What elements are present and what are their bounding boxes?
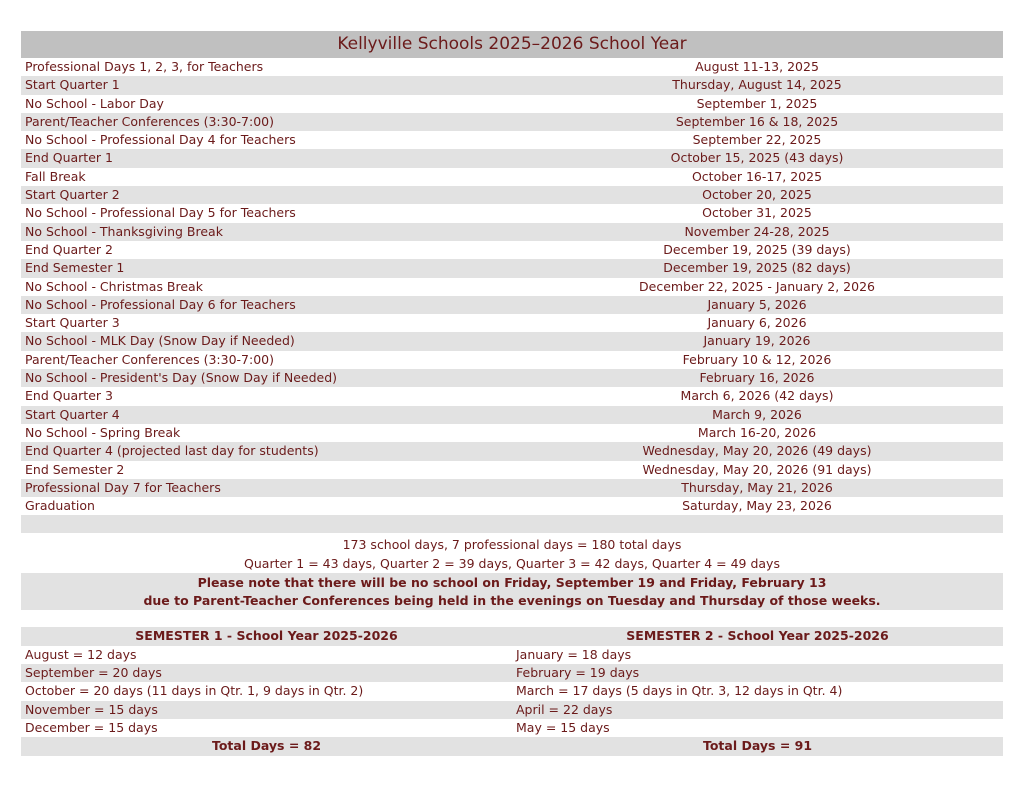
- event-date: January 19, 2026: [703, 333, 811, 349]
- month-row: August = 12 days: [25, 646, 137, 662]
- note-line-1: Please note that there will be no school on Friday, September 19 and Friday, February 13: [197, 575, 827, 591]
- event-date: January 6, 2026: [707, 315, 807, 331]
- semester-2-heading: SEMESTER 2 - School Year 2025-2026: [512, 627, 1003, 645]
- semester-2-column: [512, 627, 1003, 755]
- event-date: Thursday, May 21, 2026: [681, 479, 833, 495]
- event-date: September 22, 2025: [692, 132, 822, 148]
- month-row: November = 15 days: [21, 701, 512, 719]
- event-date: February 16, 2026: [699, 370, 815, 386]
- event-date: September 16 & 18, 2025: [675, 113, 839, 129]
- semester-2-total: Total Days = 91: [512, 737, 1003, 755]
- event-name: Parent/Teacher Conferences (3:30-7:00): [25, 113, 275, 129]
- event-date: October 20, 2025: [702, 187, 812, 203]
- event-name: No School - Professional Day 5 for Teachers: [25, 205, 296, 221]
- event-row: [21, 223, 1003, 241]
- event-row: [21, 131, 1003, 149]
- event-date: December 19, 2025 (39 days): [663, 241, 851, 257]
- event-name: End Semester 2: [25, 461, 125, 477]
- event-name: Professional Days 1, 2, 3, for Teachers: [25, 59, 264, 74]
- event-date: March 9, 2026: [712, 406, 802, 422]
- event-date: Thursday, August 14, 2025: [672, 77, 842, 93]
- event-row: [21, 113, 1003, 131]
- event-row: [21, 497, 1003, 515]
- month-row: May = 15 days: [516, 719, 610, 735]
- event-row: [21, 479, 1003, 497]
- event-row: [21, 186, 1003, 204]
- event-name: Graduation: [25, 498, 95, 514]
- month-row: December = 15 days: [25, 719, 158, 735]
- event-date: October 31, 2025: [702, 205, 812, 221]
- event-name: End Quarter 2: [25, 241, 113, 257]
- event-name: Professional Day 7 for Teachers: [25, 479, 221, 495]
- month-row: September = 20 days: [21, 664, 512, 682]
- summary-quarter-days: Quarter 1 = 43 days, Quarter 2 = 39 days, Quarter 3 = 42 days, Quarter 4 = 49 days: [244, 555, 780, 571]
- event-date: March 16-20, 2026: [697, 424, 817, 440]
- event-name: No School - Professional Day 4 for Teachers: [25, 132, 296, 148]
- semester-1-heading: SEMESTER 1 - School Year 2025-2026: [21, 627, 512, 645]
- semester-1-column: [21, 627, 512, 755]
- event-row: [21, 442, 1003, 460]
- calendar-title: Kellyville Schools 2025–2026 School Year: [21, 31, 1003, 58]
- event-row: [21, 95, 1003, 113]
- event-name: Start Quarter 1: [25, 77, 120, 93]
- event-date: Wednesday, May 20, 2026 (49 days): [642, 443, 872, 459]
- event-row: [21, 168, 1003, 186]
- event-name: No School - President's Day (Snow Day if Needed): [25, 370, 338, 386]
- event-row: [21, 296, 1003, 314]
- event-row: [21, 351, 1003, 369]
- events-table: [21, 58, 1003, 515]
- event-name: No School - MLK Day (Snow Day if Needed): [25, 333, 295, 349]
- event-date: October 16-17, 2025: [691, 168, 823, 184]
- event-date: February 10 & 12, 2026: [682, 351, 832, 367]
- event-row: [21, 58, 1003, 76]
- event-row: [21, 387, 1003, 405]
- month-row: February = 19 days: [512, 664, 1003, 682]
- event-name: No School - Labor Day: [25, 95, 164, 111]
- event-date: Wednesday, May 20, 2026 (91 days): [642, 461, 872, 477]
- event-name: Parent/Teacher Conferences (3:30-7:00): [25, 351, 275, 367]
- month-row: January = 18 days: [516, 646, 632, 662]
- event-name: No School - Professional Day 6 for Teachers: [25, 296, 296, 312]
- note-line-2: due to Parent-Teacher Conferences being held in the evenings on Tuesday and Thursday of those weeks.: [143, 593, 881, 609]
- blank-row: [21, 515, 1003, 533]
- event-date: September 1, 2025: [696, 95, 818, 111]
- event-name: Start Quarter 4: [25, 406, 120, 422]
- event-name: End Quarter 3: [25, 388, 113, 404]
- event-date: January 5, 2026: [707, 296, 807, 312]
- event-name: No School - Spring Break: [25, 424, 181, 440]
- event-date: August 11-13, 2025: [695, 59, 819, 74]
- semester-1-total: Total Days = 82: [21, 737, 512, 755]
- event-row: [21, 332, 1003, 350]
- event-row: [21, 241, 1003, 259]
- event-date: December 22, 2025 - January 2, 2026: [639, 278, 875, 294]
- event-date: November 24-28, 2025: [684, 223, 830, 239]
- event-date: Saturday, May 23, 2026: [682, 498, 832, 514]
- event-row: [21, 461, 1003, 479]
- event-name: No School - Christmas Break: [25, 278, 203, 294]
- event-row: [21, 314, 1003, 332]
- calendar-document: [21, 31, 1003, 756]
- event-row: [21, 406, 1003, 424]
- event-row: [21, 259, 1003, 277]
- month-row: April = 22 days: [512, 701, 1003, 719]
- event-name: End Quarter 4 (projected last day for students): [25, 443, 319, 459]
- event-name: Start Quarter 2: [25, 187, 120, 203]
- summary-total-days: 173 school days, 7 professional days = 180 total days: [342, 537, 682, 553]
- month-row: March = 17 days (5 days in Qtr. 3, 12 days in Qtr. 4): [516, 683, 843, 699]
- event-date: October 15, 2025 (43 days): [670, 150, 844, 166]
- event-row: [21, 369, 1003, 387]
- conference-note: [21, 573, 1003, 610]
- event-name: No School - Thanksgiving Break: [25, 223, 223, 239]
- event-name: End Semester 1: [25, 260, 125, 276]
- event-row: [21, 149, 1003, 167]
- event-name: End Quarter 1: [25, 150, 113, 166]
- month-row: October = 20 days (11 days in Qtr. 1, 9 days in Qtr. 2): [25, 683, 364, 699]
- event-name: Fall Break: [25, 168, 86, 184]
- event-row: [21, 76, 1003, 94]
- event-date: December 19, 2025 (82 days): [663, 260, 851, 276]
- event-row: [21, 424, 1003, 442]
- event-name: Start Quarter 3: [25, 315, 120, 331]
- semester-tables: [21, 627, 1003, 755]
- event-date: March 6, 2026 (42 days): [680, 388, 834, 404]
- event-row: [21, 278, 1003, 296]
- event-row: [21, 204, 1003, 222]
